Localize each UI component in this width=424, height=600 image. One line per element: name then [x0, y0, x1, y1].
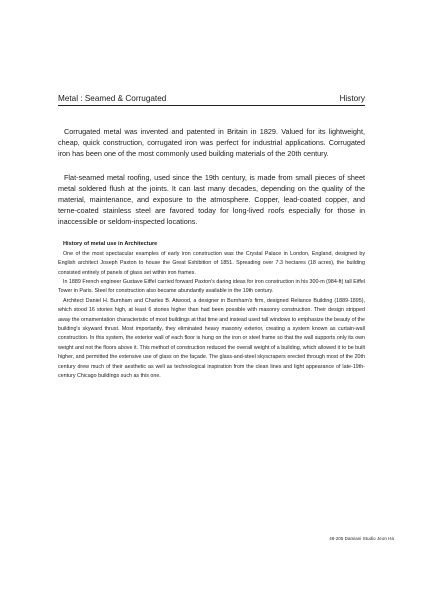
body-paragraph: In 1889 French engineer Gustave Eiffel carried forward Paxton's daring ideas for iron construction in his 300-m (984-ft) tall Eiffel Tower in Paris. Steel for construction also became abundantly available in the 19th century. [58, 278, 365, 295]
page-footer: 48-205 Damiani Studio Jeon Ha [329, 536, 394, 541]
header-title: Metal : Seamed & Corrugated [58, 94, 167, 103]
intro-paragraph: Flat-seamed metal roofing, used since the 19th century, is made from small pieces of sheet metal soldered flush at the joints. It can last many decades, depending on the quality of the material, maintenance, and exposure to the atmosphere. Copper, lead-coated copper, and terne-coated stainless steel are favored today for long-lived roofs especially for those in inaccessible or seldom-inspected locations. [58, 172, 365, 227]
section-heading: History of metal use in Architecture [63, 240, 158, 247]
body-paragraph: Architect Daniel H. Burnham and Charles B. Atwood, a designer in Burnham's firm, designed Reliance Building (1889-1895), which stood 16 stories high, at least 6 stories higher than had been possible with masonry construction. Their design stripped away the ornamentation characteristic of most buildings at that time and instead used tall windows to emphasize the beauty of the building's skyward thrust. Most importantly, they eliminated heavy masonry exterior, creating a system known as curtain-wall construction. In this system, the exterior wall of each floor is hung on the iron or steel frame so that the wall supports only its own weight and not the floors above it. This method of construction reduced the overall weight of a building, which allowed it to be built higher, and permitted the extensive use of glass on the façade. The glass-and-steel skyscrapers erected through most of the 20th century drew much of their aesthetic as well as technological inspiration from the clean lines and light appearance of late-19th-century Chicago buildings such as this one. [58, 297, 365, 380]
header-section-label: History [339, 94, 365, 103]
intro-paragraph: Corrugated metal was invented and patented in Britain in 1829. Valued for its lightweight, cheap, quick construction, corrugated iron was perfect for industrial applications. Corrugated iron has been one of the most commonly used building materials of the 20th century. [58, 127, 365, 159]
document-page [58, 94, 365, 381]
body-paragraph: One of the most spectacular examples of early iron construction was the Crystal Palace in London, England, designed by English architect Joseph Paxton to house the Great Exhibition of 1851. Spreading over 7.3 hectares (18 acres), the building consisted entirely of panels of glass set within iron frames. [58, 250, 365, 276]
page-header [58, 94, 365, 106]
